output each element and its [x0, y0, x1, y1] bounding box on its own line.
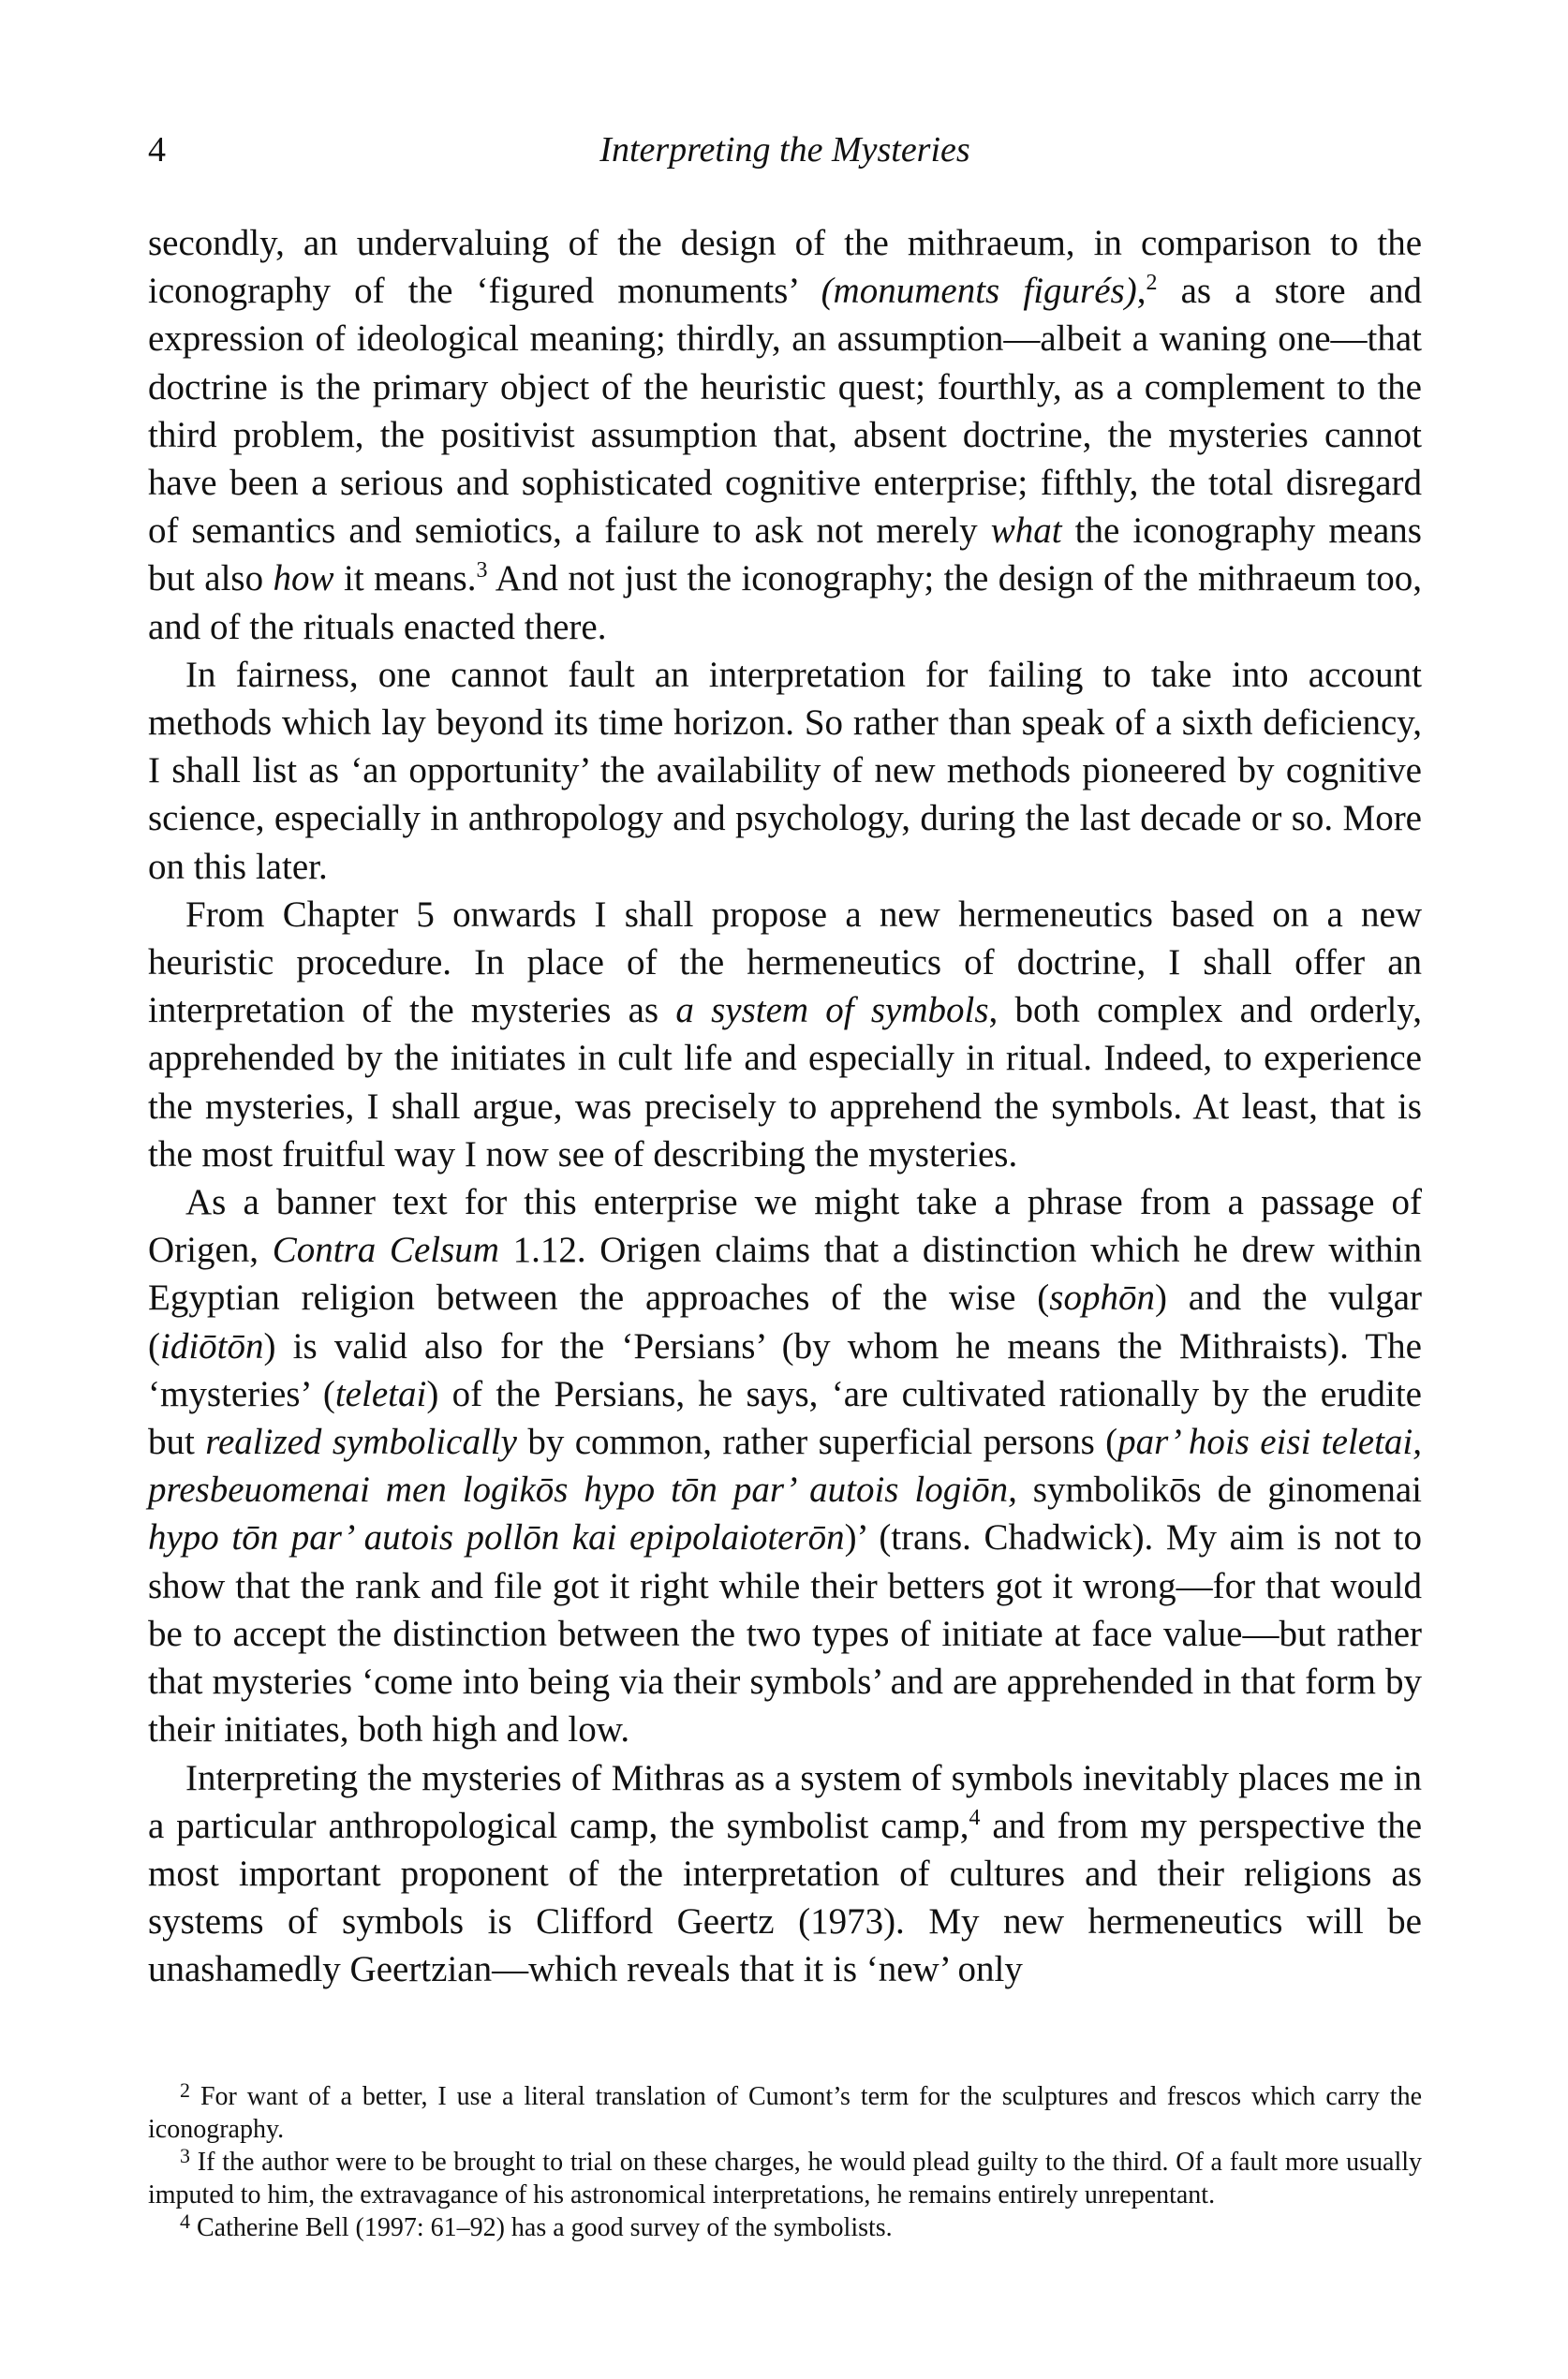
footnote-text: If the author were to be brought to trial on these charges, he would plead guilty to the third. Of a fault more usually imputed to him, the extravagance of his astronomical interpretations, he remains entirely unrepentant.	[148, 2147, 1423, 2209]
footnote-ref-3: 3	[476, 558, 488, 584]
page-number: 4	[148, 130, 166, 170]
paragraph-1: secondly, an undervaluing of the design of the mithraeum, in comparison to the iconography of the ‘figured monuments’ (monuments figurés),$^2$ as a store and expression of ideological meaning; thirdly, an assumption—albeit a waning one—that doctrine is the primary object of the heuristic quest; fourthly, as a complement to the third problem, the positivist assumption that, absent doctrine, the mysteries cannot have been a serious and sophisticated cognitive enterprise; fifthly, the total disregard of semantics and semiotics, a failure to ask not merely what the iconography means but also how it means.$^3$ And not just the iconography; the design of the mithraeum too, and of the rituals enacted there.	[148, 223, 1422, 647]
body-text	[148, 219, 1422, 1994]
paragraph-2: In fairness, one cannot fault an interpretation for failing to take into account methods which lay beyond its time horizon. So rather than speak of a sixth deficiency, I shall list as ‘an opportunity’ the availability of new methods pioneered by cognitive science, especially in anthropology and psychology, during the last decade or so. More on this later.	[148, 654, 1422, 887]
page-header	[148, 129, 1422, 185]
footnote-2	[148, 2077, 1422, 2146]
footnotes	[148, 2077, 1423, 2244]
footnote-number: 3	[180, 2143, 190, 2167]
footnote-text: Catherine Bell (1997: 61–92) has a good survey of the symbolists.	[197, 2212, 893, 2242]
book-page	[148, 129, 1422, 2244]
footnote-text: For want of a better, I use a literal translation of Cumont’s term for the sculptures and frescos which carry the iconography.	[148, 2081, 1422, 2144]
footnote-ref-4: 4	[969, 1805, 981, 1830]
footnote-number: 2	[180, 2077, 190, 2102]
paragraph-4: As a banner text for this enterprise we might take a phrase from a passage of Origen, Contra Celsum 1.12. Origen claims that a distinction which he drew within Egyptian religion between the approaches of the wise (sophōn) and the vulgar (idiōtōn) is valid also for the ‘Persians’ (by whom he means the Mithraists). The ‘mysteries’ (teletai) of the Persians, he says, ‘are cultivated rationally by the erudite but realized symbolically by common, rather superficial persons (par’ hois eisi teletai, presbeuomenai men logikōs hypo tōn par’ autois logiōn, symbolikōs de ginomenai hypo tōn par’ autois pollōn kai epipolaioterōn)’ (trans. Chadwick). My aim is not to show that the rank and file got it right while their betters got it wrong—for that would be to accept the distinction between the two types of initiate at face value—but rather that mysteries ‘come into being via their symbols’ and are apprehended in that form by their initiates, both high and low.	[148, 1182, 1423, 1751]
running-head: Interpreting the Mysteries	[599, 130, 970, 170]
paragraph-5: Interpreting the mysteries of Mithras as a system of symbols inevitably places me in a particular anthropological camp, the symbolist camp,$^4$ and from my perspective the most important proponent of the interpretation of cultures and their religions as systems of symbols is Clifford Geertz (1973). My new hermeneutics will be unashamedly Geertzian—which reveals that it is ‘new’ only	[148, 1757, 1422, 1990]
footnote-number: 4	[180, 2209, 190, 2233]
paragraph-3: From Chapter 5 onwards I shall propose a new hermeneutics based on a new heuristic procedure. In place of the hermeneutics of doctrine, I shall offer an interpretation of the mysteries as a system of symbols, both complex and orderly, apprehended by the initiates in cult life and especially in ritual. Indeed, to experience the mysteries, I shall argue, was precisely to apprehend the symbols. At least, that is the most fruitful way I now see of describing the mysteries.	[148, 894, 1422, 1175]
footnote-3	[148, 2143, 1423, 2211]
footnote-ref-2: 2	[1146, 271, 1158, 296]
footnote-4	[148, 2211, 1422, 2244]
